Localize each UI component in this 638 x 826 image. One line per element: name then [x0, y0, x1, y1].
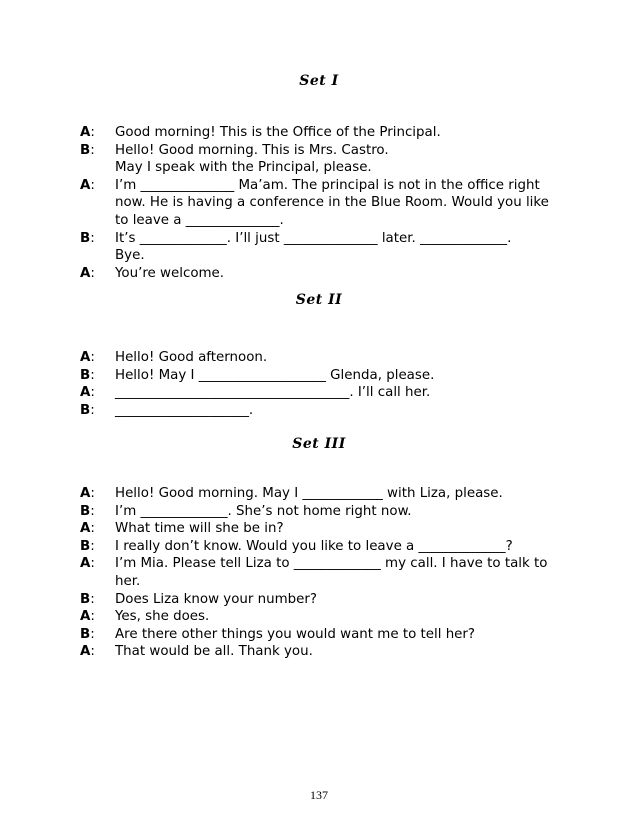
dialog-text: ___________________________________. I’ll call her. [115, 385, 431, 401]
dialog-line [80, 643, 560, 661]
dialog-line [80, 626, 560, 644]
speaker-label: B: [80, 626, 95, 642]
set-1-title: Set I [299, 73, 339, 89]
speaker-label: A: [80, 177, 95, 193]
dialog-line [80, 538, 560, 556]
dialog-line [80, 124, 560, 142]
speaker-label: A: [80, 644, 95, 660]
speaker-label: A: [80, 350, 95, 365]
speaker-label: B: [80, 142, 95, 158]
dialog-line [80, 555, 560, 590]
dialog-line [80, 520, 560, 538]
speaker-label: B: [80, 402, 95, 418]
dialog-text: I’m _____________. She’s not home right now. [115, 503, 412, 519]
dialog-line [80, 608, 560, 626]
speaker-label: B: [80, 230, 95, 246]
dialog-text: Hello! Good morning. This is Mrs. Castro. May I speak with the Principal, please. [115, 142, 389, 176]
dialog-text: ____________________. [115, 402, 254, 418]
speaker-label: A: [80, 385, 95, 401]
speaker-label: A: [80, 486, 95, 501]
dialog-line [80, 177, 560, 230]
speaker-label: A: [80, 125, 95, 140]
speaker-label: A: [80, 556, 95, 572]
dialog-text: I really don’t know. Would you like to leave a _____________? [115, 538, 513, 554]
dialog-line [80, 384, 560, 402]
dialog-line [80, 367, 560, 385]
dialog-line [80, 485, 560, 503]
dialog-text: Hello! Good morning. May I ____________ with Liza, please. [115, 486, 503, 501]
set-2-dialog [80, 349, 560, 419]
dialog-text: It’s _____________. I’ll just ______________ later. _____________. Bye. [115, 230, 512, 264]
speaker-label: B: [80, 503, 95, 519]
dialog-line [80, 402, 560, 420]
speaker-label: A: [80, 521, 95, 537]
speaker-label: A: [80, 265, 95, 281]
speaker-label: B: [80, 591, 95, 607]
dialog-text: What time will she be in? [115, 521, 284, 537]
dialog-text: Yes, she does. [115, 609, 210, 625]
dialog-line [80, 503, 560, 521]
dialog-line [80, 142, 560, 177]
speaker-label: B: [80, 538, 95, 554]
set-3-dialog [80, 485, 560, 661]
dialog-text: Are there other things you would want me to tell her? [115, 626, 476, 642]
dialog-line [80, 591, 560, 609]
set-1-dialog [80, 124, 560, 282]
dialog-text: I’m ______________ Ma’am. The principal is not in the office right now. He is having a conference in the Blue Room. Would you like to leave a ______________. [115, 177, 554, 228]
speaker-label: A: [80, 609, 95, 625]
dialog-text: Does Liza know your number? [115, 591, 318, 607]
dialog-text: Good morning! This is the Office of the Principal. [115, 125, 441, 140]
dialog-line [80, 349, 560, 367]
set-3-title: Set III [292, 436, 346, 452]
dialog-text: You’re welcome. [115, 265, 225, 281]
dialog-text: That would be all. Thank you. [115, 644, 313, 660]
dialog-line [80, 265, 560, 283]
dialog-text: I’m Mia. Please tell Liza to _____________ my call. I have to talk to her. [115, 556, 552, 589]
speaker-label: B: [80, 367, 95, 383]
set-2-title: Set II [295, 292, 343, 308]
dialog-text: Hello! May I ___________________ Glenda, please. [115, 367, 435, 383]
dialog-line [80, 230, 560, 265]
page-number: 137 [310, 788, 328, 802]
dialog-text: Hello! Good afternoon. [115, 350, 268, 365]
